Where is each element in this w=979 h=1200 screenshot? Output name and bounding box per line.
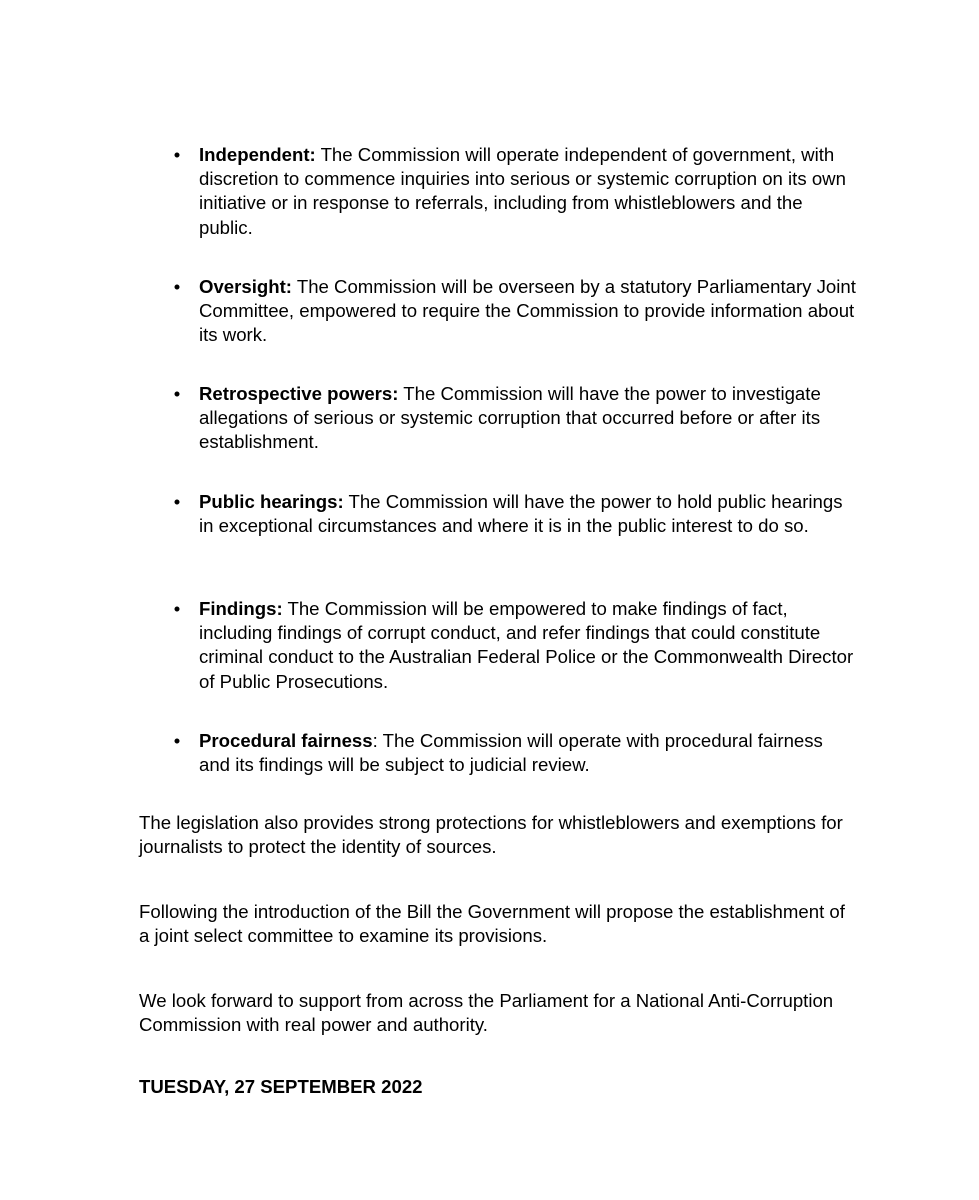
bullet-text xyxy=(199,144,846,238)
bullet-dot: • xyxy=(173,730,181,751)
bullet-text xyxy=(199,598,853,692)
bullet-term: Findings: xyxy=(199,598,283,619)
paragraph-joint-select-committee: Following the introduction of the Bill the Government will propose the establishment of a joint select committee to examine its provisions. xyxy=(139,901,845,947)
bullet-dot: • xyxy=(173,598,181,619)
bullet-dot: • xyxy=(173,276,181,297)
bullet-text xyxy=(199,383,821,452)
bullet-retrospective-powers xyxy=(173,382,859,455)
bullet-oversight xyxy=(173,275,859,348)
bullet-term: Independent: xyxy=(199,144,316,165)
bullet-term: Procedural fairness xyxy=(199,730,373,751)
bullet-term: Public hearings: xyxy=(199,491,344,512)
bullet-body: The Commission will operate independent of government, with discretion to commence inquiries into serious or systemic corruption on its own initiative or in response to referrals, including from whistleblowers and the public. xyxy=(199,144,846,238)
bullet-body: The Commission will be empowered to make findings of fact, including findings of corrupt conduct, and refer findings that could constitute criminal conduct to the Australian Federal Police or the Commonwealth Director of Public Prosecutions. xyxy=(199,598,854,692)
paragraph-parliament-support: We look forward to support from across the Parliament for a National Anti-Corruption Commission with real power and authority. xyxy=(139,990,834,1036)
release-date: TUESDAY, 27 SEPTEMBER 2022 xyxy=(139,1076,423,1097)
bullet-procedural-fairness xyxy=(173,729,859,777)
bullet-text xyxy=(199,491,843,536)
bullet-term: Oversight: xyxy=(199,276,292,297)
paragraph-whistleblower-protections: The legislation also provides strong protections for whistleblowers and exemptions for journalists to protect the identity of sources. xyxy=(139,812,843,858)
bullet-body: The Commission will be overseen by a statutory Parliamentary Joint Committee, empowered to require the Commission to provide information about its work. xyxy=(199,276,856,346)
bullet-body: : The Commission will operate with procedural fairness and its findings will be subject to judicial review. xyxy=(199,730,823,776)
bullet-term: Retrospective powers: xyxy=(199,383,399,404)
bullet-independent xyxy=(173,143,859,240)
bullet-body: The Commission will have the power to hold public hearings in exceptional circumstances and where it is in the public interest to do so. xyxy=(199,491,843,537)
bullet-text xyxy=(199,730,823,775)
bullet-findings xyxy=(173,597,859,694)
bullet-dot: • xyxy=(173,491,181,512)
bullet-dot: • xyxy=(173,144,181,165)
bullet-text xyxy=(199,276,856,345)
bullet-dot: • xyxy=(173,383,181,404)
bullet-public-hearings xyxy=(173,490,859,538)
bullet-body: The Commission will have the power to investigate allegations of serious or systemic corruption that occurred before or after its establishment. xyxy=(199,383,821,453)
